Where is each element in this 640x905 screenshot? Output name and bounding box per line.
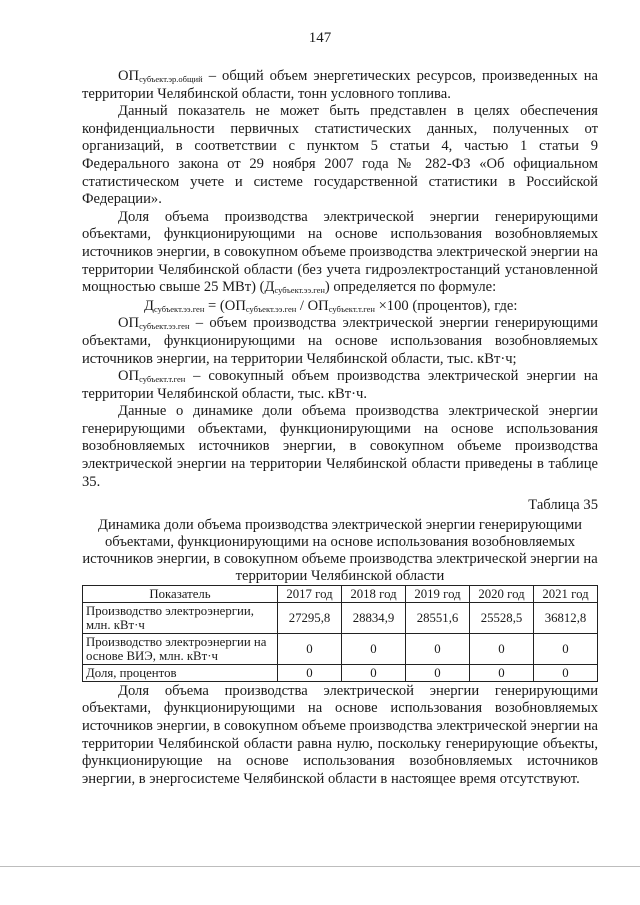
page-bottom-rule bbox=[0, 866, 640, 867]
formula-d: Д bbox=[144, 297, 154, 314]
table-cell: 36812,8 bbox=[534, 602, 598, 633]
paragraph-text-end: ) определяется по формуле: bbox=[324, 279, 497, 296]
table-cell: 28551,6 bbox=[406, 602, 470, 633]
document-body bbox=[82, 68, 598, 788]
column-header: 2021 год bbox=[534, 585, 598, 602]
subscript: субъект.ээ.ген bbox=[139, 321, 190, 332]
table-cell: 25528,5 bbox=[470, 602, 534, 633]
subscript: субъект.ээ.ген bbox=[245, 303, 297, 314]
page-number: 147 bbox=[308, 30, 332, 46]
table-cell: 0 bbox=[470, 664, 534, 681]
table-header-row bbox=[83, 585, 598, 602]
paragraph-confidentiality: Данный показатель не может быть представлен в целях обеспечения конфиденциальности первичных статистических данных, полученных от организаций, в соответствии с пунктом 5 статьи 4, частью 1 статьи 9 Федерального закона от 29 ноября 2007 года № 282-ФЗ «Об официальном статистическом учете и системе государственной статистики в Российской Федерации». bbox=[82, 103, 598, 208]
definition-text: – объем производства электрической энергии генерирующими объектами, функционирующими на основе использования возобновляемых источников энергии, на территории Челябинской области, тыс. кВт·ч; bbox=[82, 315, 598, 367]
table-cell: 0 bbox=[534, 664, 598, 681]
table-cell: 0 bbox=[342, 633, 406, 664]
subscript: субъект.т.ген bbox=[328, 303, 375, 314]
table-row bbox=[83, 664, 598, 681]
definition-op-t bbox=[82, 368, 598, 403]
row-label: Производство электроэнергии, млн. кВт·ч bbox=[83, 602, 278, 633]
subscript: субъект.ээ.ген bbox=[153, 303, 205, 314]
table-cell: 28834,9 bbox=[342, 602, 406, 633]
paragraph-conclusion: Доля объема производства электрической энергии генерирующими объектами, функционирующими на основе использования возобновляемых источников энергии, в совокупном объеме производства электрической энергии на территории Челябинской области равна нулю, поскольку генерирующие объекты, функционирующие на основе использования возобновляемых источников энергии, в энергосистеме Челябинской области в настоящее время отсутствуют. bbox=[82, 682, 598, 787]
symbol-op: ОП bbox=[118, 68, 140, 84]
subscript: субъект.т.ген bbox=[139, 374, 186, 385]
subscript: субъект.ээ.ген bbox=[274, 285, 325, 296]
table-cell: 0 bbox=[470, 633, 534, 664]
column-header: 2018 год bbox=[342, 585, 406, 602]
table-cell: 0 bbox=[342, 664, 406, 681]
table-cell: 0 bbox=[406, 664, 470, 681]
table-cell: 0 bbox=[534, 633, 598, 664]
table-number: Таблица 35 bbox=[528, 497, 598, 514]
table-cell: 0 bbox=[278, 633, 342, 664]
column-header: 2017 год bbox=[278, 585, 342, 602]
subscript: субъект.эр.общий bbox=[139, 74, 203, 84]
definition-text: – общий объем энергетических ресурсов, произведенных на территории Челябинской области, тонн условного топлива. bbox=[82, 68, 598, 102]
table-row bbox=[83, 602, 598, 633]
data-table bbox=[82, 585, 598, 682]
row-label: Производство электроэнергии на основе ВИЭ, млн. кВт·ч bbox=[83, 633, 278, 664]
paragraph-share-definition bbox=[82, 209, 598, 297]
symbol-op: ОП bbox=[118, 315, 140, 332]
definition-op-ee bbox=[82, 315, 598, 368]
column-header: Показатель bbox=[83, 585, 278, 602]
table-cell: 0 bbox=[406, 633, 470, 664]
paragraph-dynamics: Данные о динамике доли объема производства электрической энергии генерирующими объектами, функционирующими на основе использования возобновляемых источников энергии, в совокупном объеме производства электрической энергии на территории Челябинской области приведены в таблице 35. bbox=[82, 403, 598, 490]
formula bbox=[82, 298, 598, 316]
column-header: 2019 год bbox=[406, 585, 470, 602]
column-header: 2020 год bbox=[470, 585, 534, 602]
table-cell: 27295,8 bbox=[278, 602, 342, 633]
table-row bbox=[83, 633, 598, 664]
formula-slash: / ОП bbox=[296, 297, 329, 314]
definition-text: – совокупный объем производства электрической энергии на территории Челябинской области, тыс. кВт·ч. bbox=[82, 368, 598, 402]
paragraph-text: Доля объема производства электрической энергии генерирующими объектами, функционирующими на основе использования возобновляемых источников энергии, в совокупном объеме производства электрической энергии на территории Челябинской области (без учета гидроэлектростанций установленной мощностью свыше 25 МВт) (Д bbox=[82, 208, 598, 296]
row-label: Доля, процентов bbox=[83, 664, 278, 681]
paragraph-op-total bbox=[82, 68, 598, 103]
formula-tail: ×100 (процентов), где: bbox=[374, 297, 518, 314]
formula-eq: = (ОП bbox=[204, 297, 246, 314]
symbol-op: ОП bbox=[118, 368, 140, 385]
table-cell: 0 bbox=[278, 664, 342, 681]
table-title: Динамика доли объема производства электрической энергии генерирующими объектами, функционирующими на основе использования возобновляемых источников энергии, в совокупном объеме производства электрической энергии на территории Челябинской области bbox=[82, 516, 598, 584]
